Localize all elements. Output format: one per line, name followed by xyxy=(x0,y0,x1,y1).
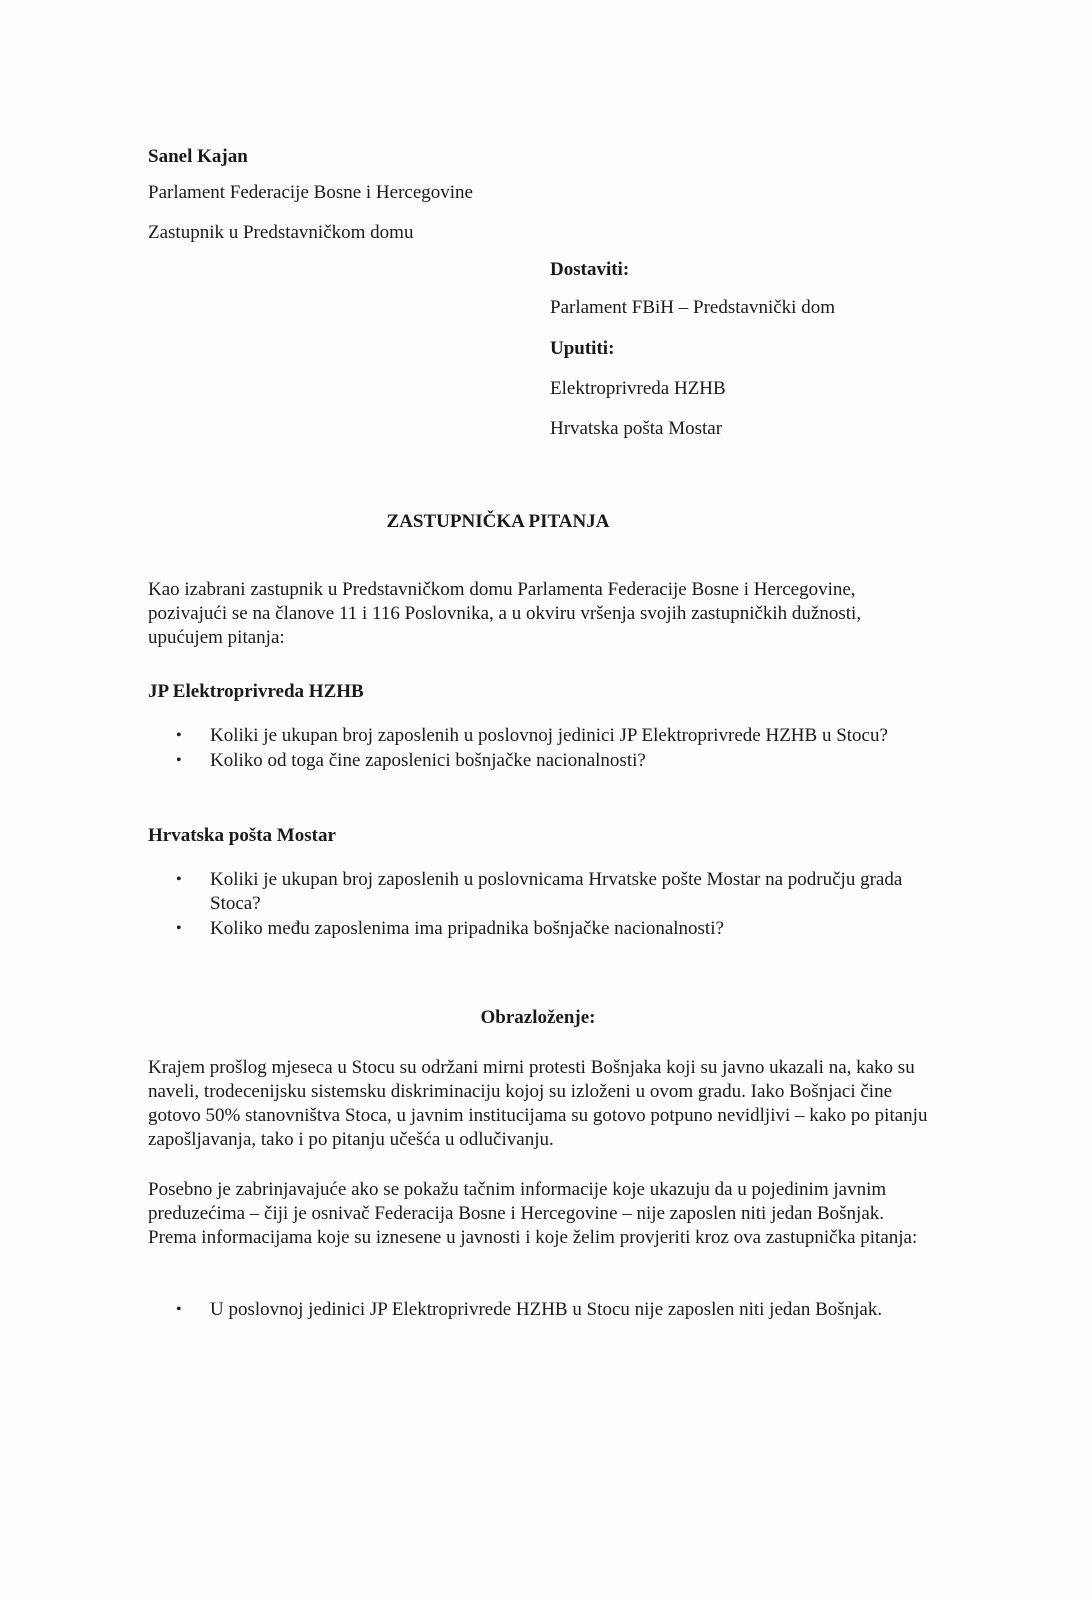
bullet-icon: • xyxy=(176,871,182,888)
explanation-paragraph: Krajem prošlog mjeseca u Stocu su održani mirni protesti Bošnjaka koji su javno ukazali na, kako su naveli, trodecenijsku sistemsku diskriminaciju kojoj su izloženi u ovom gradu. Iako Bošnjaci čine gotovo 50% stanovništva Stoca, u javnim institucijama su gotovo potpuno nevidljivi – kako po pitanju zapošljavanja, tako i po pitanju učešća u odlučivanju. xyxy=(148,1057,928,1150)
dostaviti-label: Dostaviti: xyxy=(550,259,630,280)
bullet-icon: • xyxy=(176,920,182,937)
list-item xyxy=(148,1298,908,1322)
uputiti-recipient: Elektroprivreda HZHB xyxy=(550,378,726,399)
question-text: Koliko među zaposlenima ima pripadnika bošnjačke nacionalnosti? xyxy=(210,918,724,939)
question-text: Koliki je ukupan broj zaposlenih u poslovnicama Hrvatske pošte Mostar na području grada Stoca? xyxy=(210,869,903,914)
bullet-icon: • xyxy=(176,727,182,744)
question-list-elektroprivreda xyxy=(148,724,908,774)
sender-institution: Parlament Federacije Bosne i Hercegovine xyxy=(148,182,473,203)
list-item xyxy=(148,749,908,773)
explanation-title: Obrazloženje: xyxy=(480,1007,596,1028)
list-item xyxy=(148,917,908,941)
intro-paragraph: Kao izabrani zastupnik u Predstavničkom domu Parlamenta Federacije Bosne i Hercegovine, pozivajući se na članove 11 i 116 Poslovnika, a u okviru vršenja svojih zastupničkih dužnosti, upućujem pitanja: xyxy=(148,579,862,648)
explanation-paragraph: Posebno je zabrinjavajuće ako se pokažu tačnim informacije koje ukazuju da u pojedinim javnim preduzećima – čiji je osnivač Federacija Bosne i Hercegovine – nije zaposlen niti jedan Bošnjak. Prema informacijama koje su iznesene u javnosti i koje želim provjeriti kroz ova zastupnička pitanja: xyxy=(148,1179,918,1248)
explanation-points xyxy=(148,1298,908,1323)
question-text: Koliki je ukupan broj zaposlenih u poslovnoj jedinici JP Elektroprivrede HZHB u Stocu? xyxy=(210,725,888,746)
bullet-icon: • xyxy=(176,752,182,769)
uputiti-label: Uputiti: xyxy=(550,338,615,359)
question-list-hrvatska-posta xyxy=(148,868,908,942)
point-text: U poslovnoj jedinici JP Elektroprivrede HZHB u Stocu nije zaposlen niti jedan Bošnjak. xyxy=(210,1299,883,1320)
list-item xyxy=(148,868,908,916)
document-title: ZASTUPNIČKA PITANJA xyxy=(386,511,610,532)
bullet-icon: • xyxy=(176,1301,182,1318)
dostaviti-value: Parlament FBiH – Predstavnički dom xyxy=(550,297,835,318)
list-item xyxy=(148,724,908,748)
section-title-hrvatska-posta: Hrvatska pošta Mostar xyxy=(148,825,336,846)
sender-name: Sanel Kajan xyxy=(148,146,248,167)
question-text: Koliko od toga čine zaposlenici bošnjačke nacionalnosti? xyxy=(210,750,646,771)
section-title-elektroprivreda: JP Elektroprivreda HZHB xyxy=(148,681,364,702)
sender-role: Zastupnik u Predstavničkom domu xyxy=(148,222,414,243)
uputiti-recipient: Hrvatska pošta Mostar xyxy=(550,418,723,439)
